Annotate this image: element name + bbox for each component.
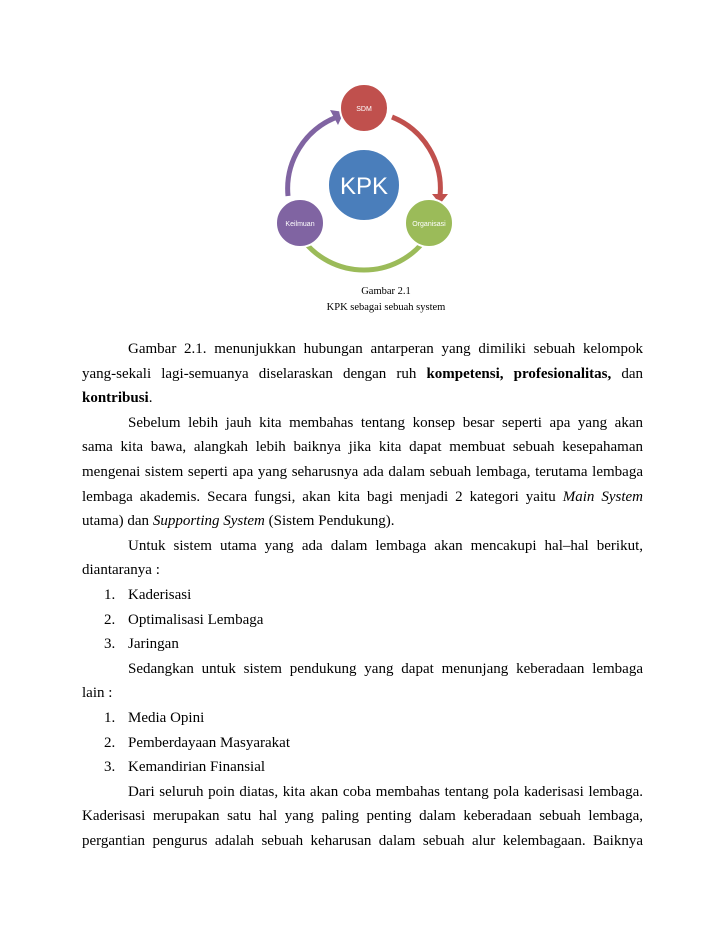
list-text: Kaderisasi [128,586,192,603]
list-item [82,731,643,756]
figure-caption-title: KPK sebagai sebuah system [326,302,446,313]
paragraph-1-line-1: Gambar 2.1. menunjukkan hubungan antarperan yang dimiliki sebuah kelompok [128,341,643,357]
list-number: 3. [104,636,116,653]
paragraph-1-line-2 [82,362,643,387]
paragraph-2-line-1: Sebelum lebih jauh kita membahas tentang konsep besar seperti apa yang akan [128,414,643,431]
paragraph-4-line-2: lain : [82,685,113,702]
p2-l5-end: (Sistem Pendukung). [268,513,395,530]
paragraph-5-line-2: Kaderisasi merupakan satu hal yang paling penting dalam keberadaan sebuah lembaga, [82,808,643,825]
p1-l3-end: . [148,390,153,407]
list-number: 2. [104,611,116,628]
paragraph-1-line-3 [82,386,643,411]
list-number: 1. [104,586,116,603]
list-item [82,706,643,731]
p1-l2-end: dan [621,365,643,382]
list-text: Media Opini [128,709,205,726]
paragraph-2-line-2: sama kita bawa, alangkah lebih baiknya jika kita dapat membuat sebuah kesepahaman [82,439,643,456]
body-text [82,337,643,853]
node-keilmuan-label: Keilmuan [285,221,315,228]
kpk-cycle-diagram [0,0,728,330]
list-number: 2. [104,734,116,751]
list-text: Pemberdayaan Masyarakat [128,734,291,751]
list-text: Optimalisasi Lembaga [128,611,264,628]
list-number: 3. [104,759,116,776]
p2-l5-text: utama) dan [82,513,150,530]
paragraph-3-line-1: Untuk sistem utama yang ada dalam lembaga akan mencakupi hal–hal berikut, [128,537,643,554]
term-main-system: Main System [562,488,643,505]
paragraph-4-line-1: Sedangkan untuk sistem pendukung yang dapat menunjang keberadaan lembaga [128,660,643,677]
paragraph-2-line-5 [82,509,643,534]
paragraph-5-line-1: Dari seluruh poin diatas, kita akan coba membahas tentang pola kaderisasi lembaga. [128,783,643,800]
p1-l2-text: yang-sekali lagi-semuanya diselaraskan dengan ruh [82,365,417,382]
term-kompetensi: kompetensi, [426,365,504,382]
list-number: 1. [104,709,116,726]
node-sdm-label: SDM [356,106,372,113]
node-organisasi-label: Organisasi [412,221,446,228]
term-kontribusi: kontribusi [82,390,149,407]
arc-organisasi-keilmuan [303,240,425,270]
p2-l4-text: lembaga akademis. Secara fungsi, akan kita bagi menjadi 2 kategori yaitu [82,488,556,505]
list-item [82,755,643,780]
list-text: Jaringan [128,636,179,653]
paragraph-3-line-2: diantaranya : [82,562,160,579]
list-item [82,632,643,657]
paragraph-2-line-3: mengenai sistem seperti apa yang seharusnya ada dalam sebuah lembaga, terutama lembaga [82,463,643,480]
term-supporting-system: Supporting System [152,513,265,530]
list-text: Kemandirian Finansial [128,759,266,776]
list-item [82,608,643,633]
center-node-label: KPK [339,173,389,200]
paragraph-5-line-3: pergantian pengurus adalah sebuah keharusan dalam sebuah alur kelembagaan. Baiknya [82,832,643,849]
paragraph-2-line-4 [82,485,643,510]
figure-caption-number: Gambar 2.1 [361,286,411,297]
term-profesionalitas: profesionalitas, [513,365,612,382]
list-item [82,583,643,608]
